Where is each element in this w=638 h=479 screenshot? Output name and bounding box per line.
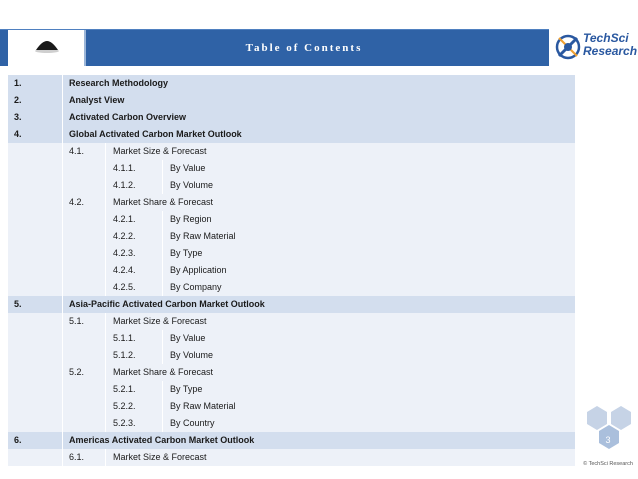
column-divider <box>62 75 63 92</box>
toc-label: By Value <box>170 333 206 343</box>
column-divider <box>105 398 106 415</box>
toc-row <box>8 364 575 381</box>
toc-number: 6.1. <box>69 452 85 462</box>
toc-number: 5.2.2. <box>113 401 136 411</box>
column-divider <box>105 415 106 432</box>
toc-row <box>8 160 575 177</box>
column-divider <box>62 415 63 432</box>
toc-label: By Raw Material <box>170 231 236 241</box>
column-divider <box>62 279 63 296</box>
column-divider <box>162 262 163 279</box>
column-divider <box>62 109 63 126</box>
column-divider <box>62 160 63 177</box>
column-divider <box>105 364 106 381</box>
column-divider <box>105 279 106 296</box>
column-divider <box>62 364 63 381</box>
toc-number: 4.1.1. <box>113 163 136 173</box>
toc-row <box>8 228 575 245</box>
toc-label: Analyst View <box>69 95 125 105</box>
column-divider <box>105 381 106 398</box>
toc-number: 2. <box>14 95 22 105</box>
column-divider <box>105 449 106 466</box>
toc-label: By Type <box>170 248 203 258</box>
toc-row <box>8 262 575 279</box>
column-divider <box>62 92 63 109</box>
toc-number: 5.1.2. <box>113 350 136 360</box>
toc-number: 5.1.1. <box>113 333 136 343</box>
toc-number: 4. <box>14 129 22 139</box>
toc-row <box>8 279 575 296</box>
toc-row <box>8 432 575 449</box>
toc-label: By Company <box>170 282 222 292</box>
techsci-brand-logo <box>549 28 638 66</box>
toc-number: 5.2. <box>69 367 85 377</box>
toc-number: 4.2.3. <box>113 248 136 258</box>
column-divider <box>162 211 163 228</box>
column-divider <box>162 330 163 347</box>
brand-name <box>583 32 637 58</box>
toc-row <box>8 143 575 160</box>
column-divider <box>62 347 63 364</box>
toc-number: 5.2.1. <box>113 384 136 394</box>
toc-label: Market Size & Forecast <box>113 316 207 326</box>
brand-line-1: TechSci <box>583 31 629 45</box>
toc-number: 4.2. <box>69 197 85 207</box>
toc-label: Americas Activated Carbon Market Outlook <box>69 435 255 445</box>
toc-label: By Raw Material <box>170 401 236 411</box>
page-title: Table of Contents <box>245 42 363 54</box>
toc-row <box>8 211 575 228</box>
toc-number: 4.2.1. <box>113 214 136 224</box>
column-divider <box>105 143 106 160</box>
column-divider <box>105 313 106 330</box>
toc-number: 4.2.4. <box>113 265 136 275</box>
column-divider <box>62 432 63 449</box>
toc-row <box>8 449 575 466</box>
toc-number: 5.2.3. <box>113 418 136 428</box>
toc-label: By Country <box>170 418 215 428</box>
column-divider <box>62 313 63 330</box>
column-divider <box>105 177 106 194</box>
toc-label: By Region <box>170 214 212 224</box>
column-divider <box>162 245 163 262</box>
column-divider <box>162 279 163 296</box>
hexagon-shape <box>611 406 631 430</box>
toc-label: Market Share & Forecast <box>113 367 214 377</box>
column-divider <box>162 228 163 245</box>
toc-label: Market Size & Forecast <box>113 452 207 462</box>
toc-row <box>8 296 575 313</box>
toc-row <box>8 381 575 398</box>
toc-row <box>8 92 575 109</box>
column-divider <box>62 194 63 211</box>
column-divider <box>162 160 163 177</box>
toc-label: By Volume <box>170 350 214 360</box>
column-divider <box>62 143 63 160</box>
column-divider <box>105 160 106 177</box>
toc-row <box>8 126 575 143</box>
toc-number: 5. <box>14 299 22 309</box>
toc-row <box>8 398 575 415</box>
column-divider <box>162 415 163 432</box>
hexagon-decoration <box>578 404 638 464</box>
toc-row <box>8 177 575 194</box>
toc-number: 4.1. <box>69 146 85 156</box>
column-divider <box>62 228 63 245</box>
toc-number: 4.2.2. <box>113 231 136 241</box>
column-divider <box>62 330 63 347</box>
column-divider <box>62 381 63 398</box>
toc-row <box>8 109 575 126</box>
column-divider <box>105 347 106 364</box>
top-band <box>0 0 638 29</box>
column-divider <box>162 347 163 364</box>
column-divider <box>62 449 63 466</box>
toc-label: By Application <box>170 265 227 275</box>
toc-row <box>8 347 575 364</box>
column-divider <box>62 177 63 194</box>
column-divider <box>162 398 163 415</box>
brand-line-2: Research <box>583 44 638 58</box>
column-divider <box>162 381 163 398</box>
toc-number: 4.1.2. <box>113 180 136 190</box>
toc-label: Global Activated Carbon Market Outlook <box>69 129 242 139</box>
hexagon-shape <box>587 406 607 430</box>
column-divider <box>62 262 63 279</box>
toc-label: Activated Carbon Overview <box>69 112 187 122</box>
column-divider <box>162 177 163 194</box>
toc-label: Market Size & Forecast <box>113 146 207 156</box>
column-divider <box>105 245 106 262</box>
column-divider <box>62 398 63 415</box>
column-divider <box>62 211 63 228</box>
toc-row <box>8 415 575 432</box>
column-divider <box>62 296 63 313</box>
column-divider <box>105 228 106 245</box>
title-banner <box>0 29 578 66</box>
column-divider <box>62 245 63 262</box>
toc-number: 5.1. <box>69 316 85 326</box>
copyright-text: © TechSci Research <box>583 461 633 467</box>
toc-row <box>8 194 575 211</box>
column-divider <box>105 211 106 228</box>
column-divider <box>62 126 63 143</box>
toc-label: By Value <box>170 163 206 173</box>
toc-row <box>8 75 575 92</box>
toc-row <box>8 245 575 262</box>
toc-label: By Volume <box>170 180 214 190</box>
toc-label: Asia-Pacific Activated Carbon Market Outlook <box>69 299 265 309</box>
column-divider <box>105 194 106 211</box>
toc-row <box>8 313 575 330</box>
toc-label: Research Methodology <box>69 78 169 88</box>
toc-number: 6. <box>14 435 22 445</box>
techsci-logo-icon <box>553 32 583 62</box>
toc-label: By Type <box>170 384 203 394</box>
column-divider <box>105 262 106 279</box>
toc-row <box>8 330 575 347</box>
toc-label: Market Share & Forecast <box>113 197 214 207</box>
toc-number: 4.2.5. <box>113 282 136 292</box>
column-divider <box>105 330 106 347</box>
toc-number: 3. <box>14 112 22 122</box>
page-number: 3 <box>605 435 611 445</box>
toc-number: 1. <box>14 78 22 88</box>
